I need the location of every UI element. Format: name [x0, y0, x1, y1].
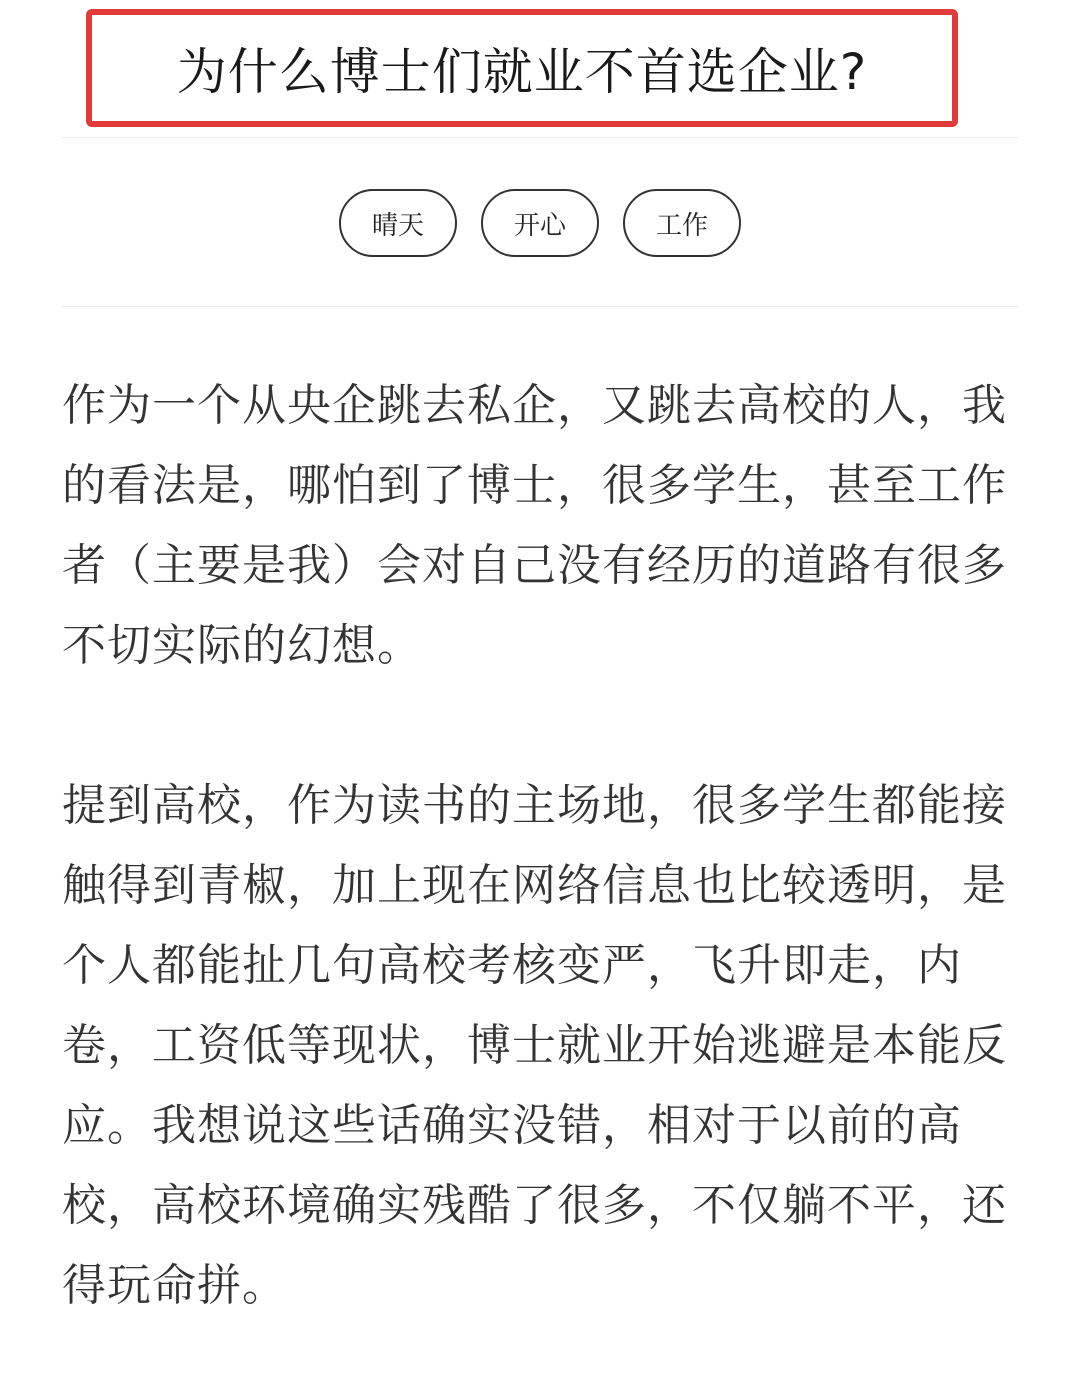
article-body [62, 366, 1020, 1326]
article-paragraph-2: 提到高校，作为读书的主场地，很多学生都能接触得到青椒，加上现在网络信息也比较透明，是个人都能扯几句高校考核变严，飞升即走，内卷，工资低等现状，博士就业开始逃避是本能反应。我想说这些话确实没错，相对于以前的高校，高校环境确实残酷了很多，不仅躺不平，还得玩命拼。 [62, 780, 1007, 1311]
tag-happy[interactable]: 开心 [481, 189, 599, 257]
divider-mid [62, 306, 1018, 307]
post-title: 为什么博士们就业不首选企业? [176, 43, 868, 101]
article-paragraph-1: 作为一个从央企跳去私企，又跳去高校的人，我的看法是，哪怕到了博士，很多学生，甚至工作者（主要是我）会对自己没有经历的道路有很多不切实际的幻想。 [62, 380, 1007, 671]
tag-work[interactable]: 工作 [623, 189, 741, 257]
tag-list [0, 189, 1080, 257]
divider-top [62, 137, 1018, 138]
title-highlight-box [86, 9, 958, 127]
tag-sunny[interactable]: 晴天 [339, 189, 457, 257]
